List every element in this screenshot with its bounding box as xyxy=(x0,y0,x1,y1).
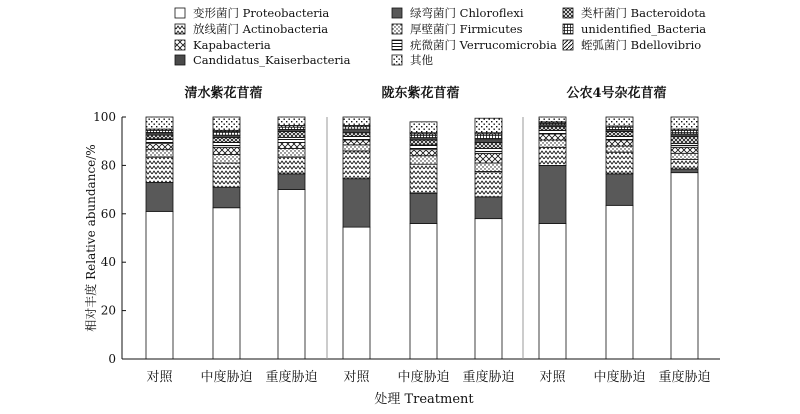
bar-segment xyxy=(213,132,240,136)
bar-segment xyxy=(410,122,437,133)
bar-segment xyxy=(278,190,305,359)
bar-segment xyxy=(539,223,566,359)
bar-segment xyxy=(606,136,633,140)
bar-segment xyxy=(410,223,437,359)
legend-label: 厚壁菌门 Firmicutes xyxy=(410,22,523,36)
bar-segment xyxy=(475,219,502,359)
bar-segment xyxy=(475,142,502,148)
bar-segment xyxy=(539,127,566,131)
legend-label: 疣微菌门 Verrucomicrobia xyxy=(410,38,557,52)
bar-segment xyxy=(278,142,305,148)
x-tick-label: 对照 xyxy=(146,370,173,385)
bar-segment xyxy=(146,117,173,129)
bar-segment xyxy=(410,150,437,156)
y-tick-label: 80 xyxy=(100,158,116,173)
bar-segment xyxy=(410,164,437,193)
bar-segment xyxy=(278,148,305,156)
bar-segment xyxy=(343,179,370,227)
bar-segment xyxy=(343,136,370,140)
legend-label: 放线菌门 Actinobacteria xyxy=(193,22,329,36)
bar-segment xyxy=(539,130,566,134)
y-axis-title: 相对丰度 Relative abundance/% xyxy=(84,144,98,332)
bar-segment xyxy=(343,227,370,359)
bar-segment xyxy=(671,169,698,173)
bar-segment xyxy=(343,140,370,145)
bar-segment xyxy=(278,138,305,143)
bar-segment xyxy=(606,146,633,152)
bar-segment xyxy=(410,140,437,145)
bar-segment xyxy=(671,117,698,129)
bar-segment xyxy=(410,156,437,164)
x-tick-label: 重度胁迫 xyxy=(658,370,711,385)
legend-item xyxy=(563,22,706,36)
x-tick-label: 对照 xyxy=(539,370,566,385)
legend-swatch xyxy=(563,8,573,18)
x-axis-title: 处理 Treatment xyxy=(374,392,474,407)
legend-label: 其他 xyxy=(410,53,433,67)
x-tick-label: 中度胁迫 xyxy=(397,370,450,385)
bar-segment xyxy=(671,153,698,159)
x-tick-label: 重度胁迫 xyxy=(265,370,318,385)
bar-segment xyxy=(606,152,633,174)
bar-segment xyxy=(539,165,566,223)
bar-segment xyxy=(213,155,240,163)
bar-segment xyxy=(146,135,173,139)
x-tick-label: 中度胁迫 xyxy=(200,370,253,385)
legend-swatch xyxy=(175,55,185,65)
legend-swatch xyxy=(175,8,185,18)
bar-segment xyxy=(410,193,437,223)
bar-segment xyxy=(539,147,566,165)
bar-segment xyxy=(343,133,370,137)
bar-segment xyxy=(606,174,633,205)
legend-swatch xyxy=(392,55,402,65)
bar-segment xyxy=(539,117,566,122)
legend-swatch xyxy=(392,8,402,18)
bar-segment xyxy=(671,147,698,153)
legend xyxy=(175,6,706,67)
bar-segment xyxy=(475,197,502,219)
bar-segment xyxy=(606,140,633,146)
bar-segment xyxy=(475,134,502,139)
bar-segment xyxy=(671,173,698,359)
legend-label: unidentified_Bacteria xyxy=(581,22,707,36)
bar-segment xyxy=(213,138,240,143)
x-tick-label: 对照 xyxy=(343,370,370,385)
bar-segment xyxy=(343,145,370,151)
bar-segment xyxy=(475,163,502,171)
bar-segment xyxy=(146,150,173,157)
x-tick-label: 中度胁迫 xyxy=(593,370,646,385)
bar-segment xyxy=(410,145,437,150)
bar-segment xyxy=(146,157,173,182)
legend-label: Candidatus_Kaiserbacteria xyxy=(193,53,351,67)
bar-segment xyxy=(278,157,305,174)
bar-segment xyxy=(343,151,370,179)
bar-segment xyxy=(475,139,502,143)
bar-segment xyxy=(671,144,698,148)
legend-label: 蛭弧菌门 Bdellovibrio xyxy=(581,38,702,52)
bar-segment xyxy=(475,118,502,133)
legend-label: 类杆菌门 Bacteroidota xyxy=(581,6,706,20)
legend-label: 绿弯菌门 Chloroflexi xyxy=(410,6,524,20)
bar-segment xyxy=(475,153,502,163)
group-labels xyxy=(184,85,666,101)
bar-segment xyxy=(278,132,305,138)
bar-segment xyxy=(475,171,502,196)
bar-segment xyxy=(410,134,437,138)
bar-segment xyxy=(671,136,698,143)
group-label: 公农4号杂花苜蓿 xyxy=(566,86,667,101)
legend-item xyxy=(392,53,433,67)
legend-swatch xyxy=(392,40,402,50)
y-tick-label: 100 xyxy=(93,110,116,124)
legend-swatch xyxy=(392,24,402,34)
y-tick-label: 40 xyxy=(100,255,116,270)
bar-segment xyxy=(213,142,240,147)
group-label: 清水紫花苜蓿 xyxy=(184,86,263,101)
bar-segment xyxy=(146,144,173,150)
legend-item xyxy=(175,38,271,52)
x-tick-label: 重度胁迫 xyxy=(462,370,515,385)
bar-segment xyxy=(343,129,370,133)
bar-segment xyxy=(213,187,240,208)
bar-segment xyxy=(213,117,240,130)
legend-item xyxy=(392,38,557,52)
legend-item xyxy=(175,6,329,20)
legend-swatch xyxy=(175,40,185,50)
plot-area xyxy=(146,117,698,359)
bar-segment xyxy=(671,159,698,169)
legend-swatch xyxy=(563,24,573,34)
bar-segment xyxy=(539,134,566,140)
bar-segment xyxy=(278,117,305,125)
bar-segment xyxy=(343,117,370,125)
bar-segment xyxy=(213,163,240,187)
bar-segment xyxy=(475,148,502,153)
legend-item xyxy=(563,38,701,52)
legend-item xyxy=(175,53,351,67)
legend-item xyxy=(563,6,706,20)
legend-item xyxy=(175,22,328,36)
bar-segment xyxy=(606,132,633,137)
y-tick-label: 60 xyxy=(100,206,116,221)
legend-item xyxy=(392,22,523,36)
legend-swatch xyxy=(563,40,573,50)
y-tick-label: 20 xyxy=(100,303,116,318)
bar-segment xyxy=(278,174,305,190)
legend-swatch xyxy=(175,24,185,34)
bar-segment xyxy=(146,139,173,144)
bar-segment xyxy=(606,117,633,126)
legend-label: Kapabacteria xyxy=(193,38,271,52)
group-label: 陇东紫花苜蓿 xyxy=(381,86,460,101)
bar-segment xyxy=(213,147,240,154)
y-tick-label: 0 xyxy=(108,352,116,366)
bar-segment xyxy=(146,182,173,211)
bar-segment xyxy=(606,205,633,359)
legend-label: 变形菌门 Proteobacteria xyxy=(193,6,330,20)
bar-segment xyxy=(671,130,698,134)
legend-item xyxy=(392,6,524,20)
bar-segment xyxy=(213,208,240,359)
bar-segment xyxy=(539,140,566,147)
bar-segment xyxy=(146,211,173,359)
